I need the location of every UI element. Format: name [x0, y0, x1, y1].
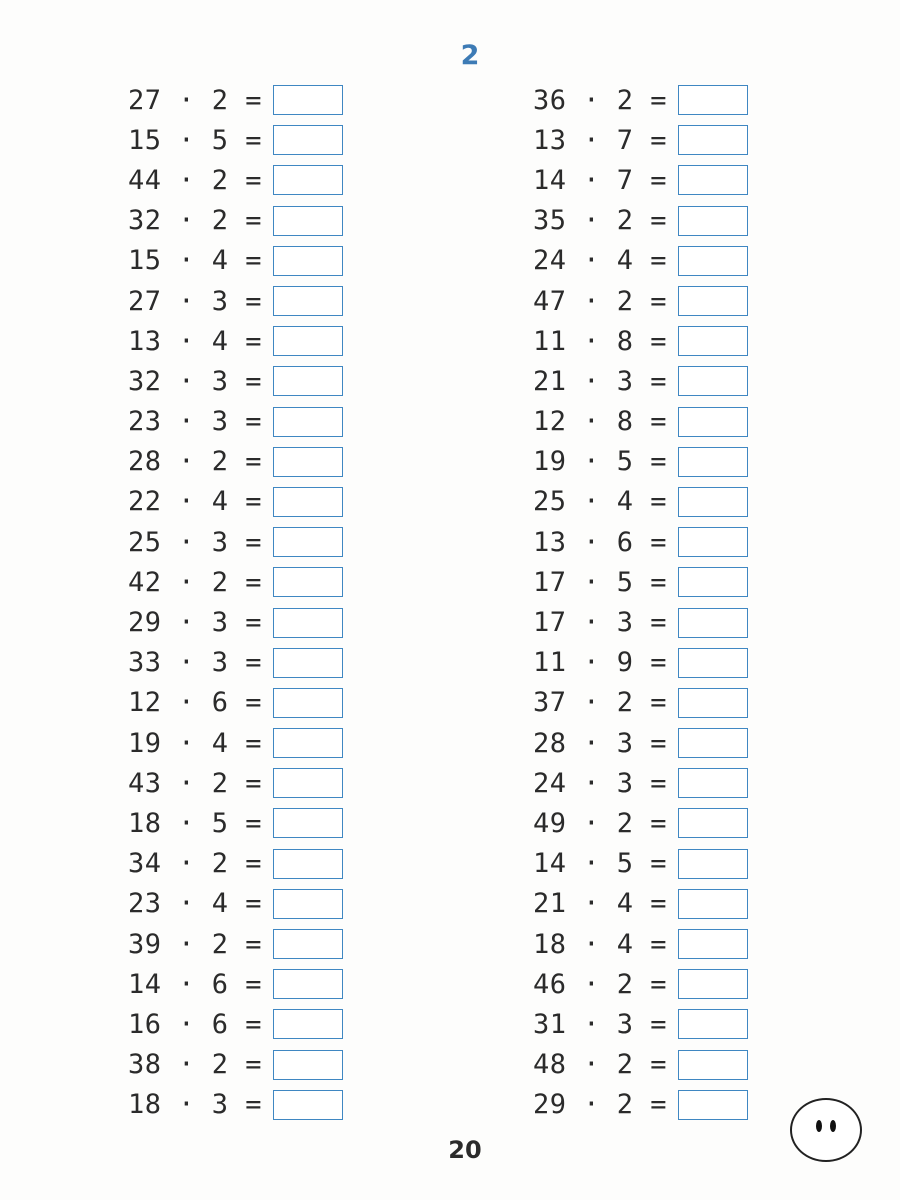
exercise-row: [533, 844, 748, 884]
multiplication-expression: 38 · 2 =: [128, 1049, 263, 1081]
multiplication-expression: 24 · 3 =: [533, 767, 668, 799]
exercise-row: [533, 281, 748, 321]
exercise-row: [533, 723, 748, 763]
exercise-row: [533, 160, 748, 200]
exercise-row: [533, 643, 748, 683]
multiplication-expression: 12 · 8 =: [533, 406, 668, 438]
exercise-row: [128, 1004, 343, 1044]
multiplication-expression: 22 · 4 =: [128, 486, 263, 518]
multiplication-expression: 28 · 2 =: [128, 446, 263, 478]
exercise-row: [128, 442, 343, 482]
multiplication-expression: 14 · 5 =: [533, 848, 668, 880]
answer-box[interactable]: [678, 527, 748, 557]
answer-box[interactable]: [678, 165, 748, 195]
answer-box[interactable]: [678, 688, 748, 718]
answer-box[interactable]: [678, 206, 748, 236]
exercise-row: [128, 160, 343, 200]
exercise-row: [128, 120, 343, 160]
exercise-row: [533, 964, 748, 1004]
mascot-face-icon: [790, 1098, 862, 1162]
answer-box[interactable]: [273, 567, 343, 597]
multiplication-expression: 35 · 2 =: [533, 205, 668, 237]
answer-box[interactable]: [678, 929, 748, 959]
exercise-row: [128, 1045, 343, 1085]
multiplication-expression: 14 · 6 =: [128, 968, 263, 1000]
answer-box[interactable]: [273, 125, 343, 155]
left-exercise-column: [128, 80, 343, 1125]
section-number: 2: [460, 40, 480, 71]
multiplication-expression: 23 · 3 =: [128, 406, 263, 438]
answer-box[interactable]: [273, 246, 343, 276]
answer-box[interactable]: [273, 768, 343, 798]
multiplication-expression: 34 · 2 =: [128, 848, 263, 880]
exercise-row: [533, 482, 748, 522]
answer-box[interactable]: [678, 728, 748, 758]
exercise-row: [533, 201, 748, 241]
right-exercise-column: [533, 80, 748, 1125]
answer-box[interactable]: [273, 849, 343, 879]
exercise-row: [128, 402, 343, 442]
answer-box[interactable]: [678, 1009, 748, 1039]
answer-box[interactable]: [678, 889, 748, 919]
multiplication-expression: 44 · 2 =: [128, 164, 263, 196]
exercise-row: [128, 482, 343, 522]
multiplication-expression: 48 · 2 =: [533, 1049, 668, 1081]
mascot-right-eye: [830, 1120, 836, 1132]
exercise-row: [533, 763, 748, 803]
exercise-row: [533, 1045, 748, 1085]
multiplication-expression: 31 · 3 =: [533, 1008, 668, 1040]
answer-box[interactable]: [678, 487, 748, 517]
answer-box[interactable]: [273, 688, 343, 718]
exercise-row: [533, 884, 748, 924]
answer-box[interactable]: [273, 1050, 343, 1080]
multiplication-expression: 28 · 3 =: [533, 727, 668, 759]
exercise-row: [128, 964, 343, 1004]
multiplication-expression: 15 · 4 =: [128, 245, 263, 277]
answer-box[interactable]: [678, 125, 748, 155]
answer-box[interactable]: [273, 808, 343, 838]
answer-box[interactable]: [678, 648, 748, 678]
multiplication-expression: 13 · 4 =: [128, 325, 263, 357]
answer-box[interactable]: [273, 487, 343, 517]
answer-box[interactable]: [678, 567, 748, 597]
answer-box[interactable]: [678, 1050, 748, 1080]
exercise-row: [533, 602, 748, 642]
answer-box[interactable]: [273, 447, 343, 477]
multiplication-expression: 13 · 6 =: [533, 526, 668, 558]
multiplication-expression: 23 · 4 =: [128, 888, 263, 920]
multiplication-expression: 49 · 2 =: [533, 807, 668, 839]
exercise-row: [533, 562, 748, 602]
exercise-row: [128, 884, 343, 924]
answer-box[interactable]: [678, 969, 748, 999]
exercise-row: [533, 1004, 748, 1044]
exercise-row: [533, 683, 748, 723]
multiplication-expression: 29 · 2 =: [533, 1089, 668, 1121]
multiplication-expression: 11 · 8 =: [533, 325, 668, 357]
multiplication-expression: 32 · 2 =: [128, 205, 263, 237]
exercise-row: [128, 924, 343, 964]
exercise-row: [533, 924, 748, 964]
exercise-row: [128, 683, 343, 723]
exercise-row: [128, 241, 343, 281]
multiplication-expression: 29 · 3 =: [128, 607, 263, 639]
multiplication-expression: 37 · 2 =: [533, 687, 668, 719]
exercise-row: [128, 321, 343, 361]
multiplication-expression: 25 · 4 =: [533, 486, 668, 518]
exercise-row: [128, 522, 343, 562]
answer-box[interactable]: [273, 1090, 343, 1120]
exercise-row: [128, 723, 343, 763]
exercise-row: [128, 281, 343, 321]
answer-box[interactable]: [678, 286, 748, 316]
exercise-row: [128, 80, 343, 120]
multiplication-expression: 12 · 6 =: [128, 687, 263, 719]
answer-box[interactable]: [273, 608, 343, 638]
exercise-row: [533, 120, 748, 160]
answer-box[interactable]: [678, 326, 748, 356]
exercise-row: [128, 844, 343, 884]
multiplication-expression: 42 · 2 =: [128, 566, 263, 598]
multiplication-expression: 43 · 2 =: [128, 767, 263, 799]
answer-box[interactable]: [273, 206, 343, 236]
exercise-row: [533, 1085, 748, 1125]
exercise-row: [128, 643, 343, 683]
multiplication-expression: 15 · 5 =: [128, 124, 263, 156]
answer-box[interactable]: [678, 1090, 748, 1120]
answer-box[interactable]: [273, 929, 343, 959]
exercise-row: [128, 562, 343, 602]
answer-box[interactable]: [273, 1009, 343, 1039]
exercise-row: [533, 803, 748, 843]
multiplication-expression: 13 · 7 =: [533, 124, 668, 156]
answer-box[interactable]: [678, 768, 748, 798]
answer-box[interactable]: [273, 366, 343, 396]
answer-box[interactable]: [273, 85, 343, 115]
exercise-row: [533, 442, 748, 482]
multiplication-expression: 11 · 9 =: [533, 647, 668, 679]
multiplication-expression: 16 · 6 =: [128, 1008, 263, 1040]
multiplication-expression: 14 · 7 =: [533, 164, 668, 196]
multiplication-expression: 47 · 2 =: [533, 285, 668, 317]
answer-box[interactable]: [273, 728, 343, 758]
exercise-row: [128, 763, 343, 803]
multiplication-expression: 32 · 3 =: [128, 365, 263, 397]
multiplication-expression: 46 · 2 =: [533, 968, 668, 1000]
exercise-row: [128, 361, 343, 401]
multiplication-expression: 39 · 2 =: [128, 928, 263, 960]
exercise-row: [533, 80, 748, 120]
exercise-row: [533, 522, 748, 562]
answer-box[interactable]: [678, 85, 748, 115]
answer-box[interactable]: [678, 608, 748, 638]
answer-box[interactable]: [273, 286, 343, 316]
multiplication-expression: 21 · 3 =: [533, 365, 668, 397]
answer-box[interactable]: [273, 889, 343, 919]
answer-box[interactable]: [678, 447, 748, 477]
multiplication-expression: 19 · 5 =: [533, 446, 668, 478]
page-number: 20: [448, 1136, 482, 1164]
exercise-row: [128, 1085, 343, 1125]
answer-box[interactable]: [273, 648, 343, 678]
multiplication-expression: 18 · 5 =: [128, 807, 263, 839]
multiplication-expression: 18 · 4 =: [533, 928, 668, 960]
answer-box[interactable]: [273, 407, 343, 437]
exercise-row: [533, 361, 748, 401]
answer-box[interactable]: [273, 969, 343, 999]
multiplication-expression: 25 · 3 =: [128, 526, 263, 558]
answer-box[interactable]: [273, 527, 343, 557]
exercise-row: [128, 201, 343, 241]
multiplication-expression: 17 · 5 =: [533, 566, 668, 598]
exercise-row: [533, 241, 748, 281]
answer-box[interactable]: [678, 246, 748, 276]
multiplication-expression: 33 · 3 =: [128, 647, 263, 679]
answer-box[interactable]: [678, 366, 748, 396]
answer-box[interactable]: [678, 849, 748, 879]
exercise-row: [533, 321, 748, 361]
multiplication-expression: 18 · 3 =: [128, 1089, 263, 1121]
answer-box[interactable]: [273, 165, 343, 195]
multiplication-expression: 21 · 4 =: [533, 888, 668, 920]
mascot-left-eye: [816, 1120, 822, 1132]
answer-box[interactable]: [678, 407, 748, 437]
exercise-row: [533, 402, 748, 442]
multiplication-expression: 17 · 3 =: [533, 607, 668, 639]
answer-box[interactable]: [273, 326, 343, 356]
exercise-row: [128, 803, 343, 843]
exercise-row: [128, 602, 343, 642]
multiplication-expression: 27 · 3 =: [128, 285, 263, 317]
multiplication-expression: 24 · 4 =: [533, 245, 668, 277]
multiplication-expression: 27 · 2 =: [128, 84, 263, 116]
multiplication-expression: 19 · 4 =: [128, 727, 263, 759]
multiplication-expression: 36 · 2 =: [533, 84, 668, 116]
answer-box[interactable]: [678, 808, 748, 838]
